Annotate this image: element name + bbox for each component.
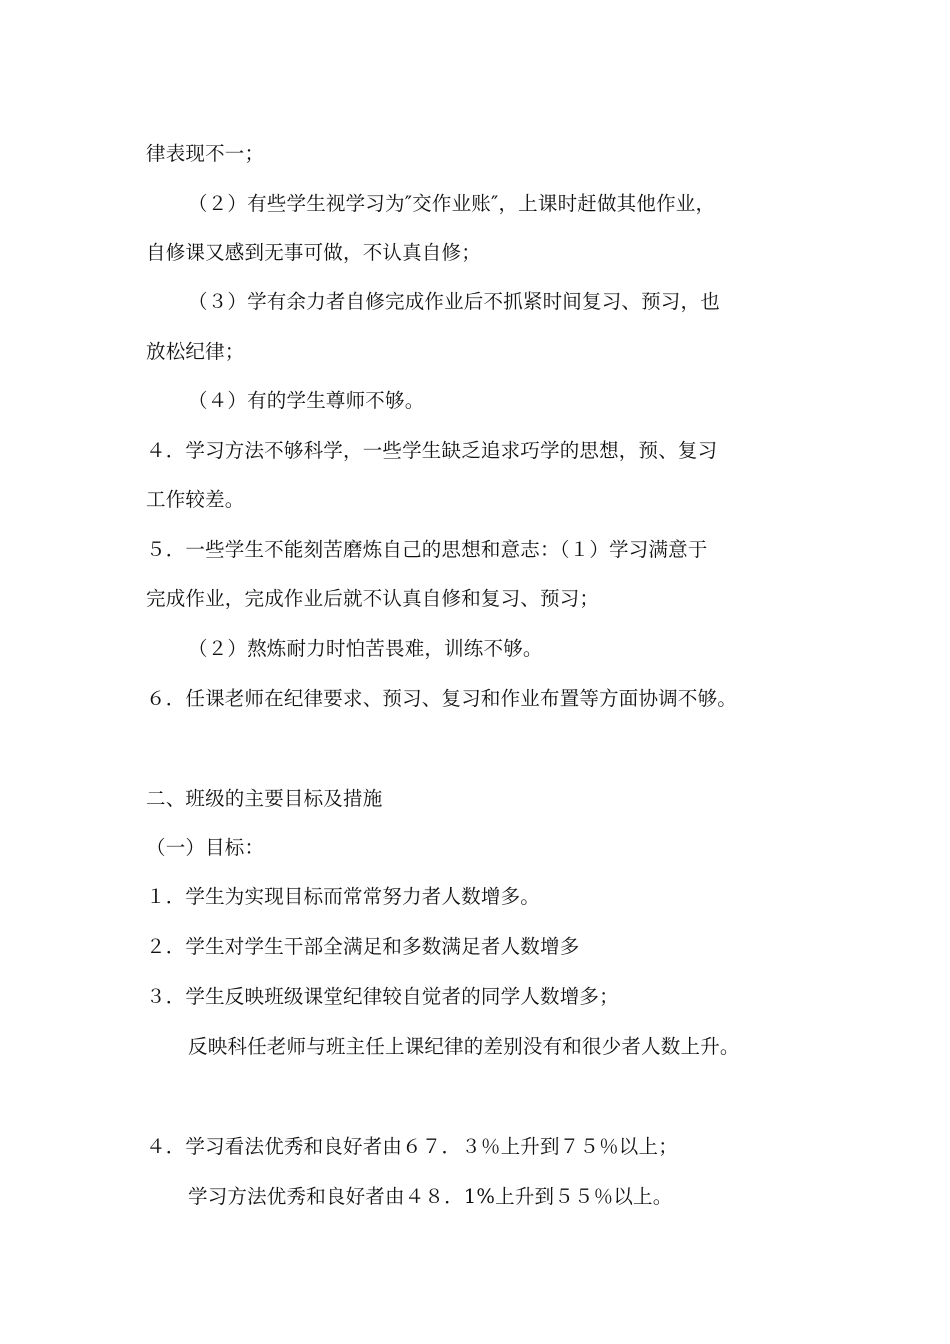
text-line: 反映科任老师与班主任上课纪律的差别没有和很少者人数上升。 — [188, 1035, 740, 1058]
text-line: 学习方法优秀和良好者由４８．1%上升到５５％以上。 — [188, 1185, 673, 1208]
text-line: ５．一些学生不能刻苦磨炼自己的思想和意志：（１）学习满意于 — [146, 538, 708, 561]
text-line: 工作较差。 — [146, 488, 245, 511]
text-line: １．学生为实现目标而常常努力者人数增多。 — [146, 885, 541, 908]
text-line: ４．学习方法不够科学，一些学生缺乏追求巧学的思想，预、复习 — [146, 439, 718, 462]
text-line: ４．学习看法优秀和良好者由６７．３％上升到７５％以上； — [146, 1135, 678, 1158]
subsection-heading: （一）目标： — [146, 836, 265, 859]
text-line: 自修课又感到无事可做，不认真自修； — [146, 241, 481, 264]
text-line: 律表现不一； — [146, 142, 265, 165]
text-line: ３．学生反映班级课堂纪律较自觉者的同学人数增多； — [146, 985, 619, 1008]
text-line: ２．学生对学生干部全满足和多数满足者人数增多 — [146, 935, 580, 958]
section-heading: 二、班级的主要目标及措施 — [146, 787, 383, 810]
text-line: （２）有些学生视学习为″交作业账″，上课时赶做其他作业， — [188, 192, 716, 215]
text-line: 放松纪律； — [146, 340, 245, 363]
text-line: （４）有的学生尊师不够。 — [188, 389, 425, 412]
text-line: （２）熬炼耐力时怕苦畏难，训练不够。 — [188, 637, 543, 660]
text-line: 完成作业，完成作业后就不认真自修和复习、预习； — [146, 587, 600, 610]
text-line: ６．任课老师在纪律要求、预习、复习和作业布置等方面协调不够。 — [146, 687, 738, 710]
text-line: （３）学有余力者自修完成作业后不抓紧时间复习、预习，也 — [188, 290, 720, 313]
